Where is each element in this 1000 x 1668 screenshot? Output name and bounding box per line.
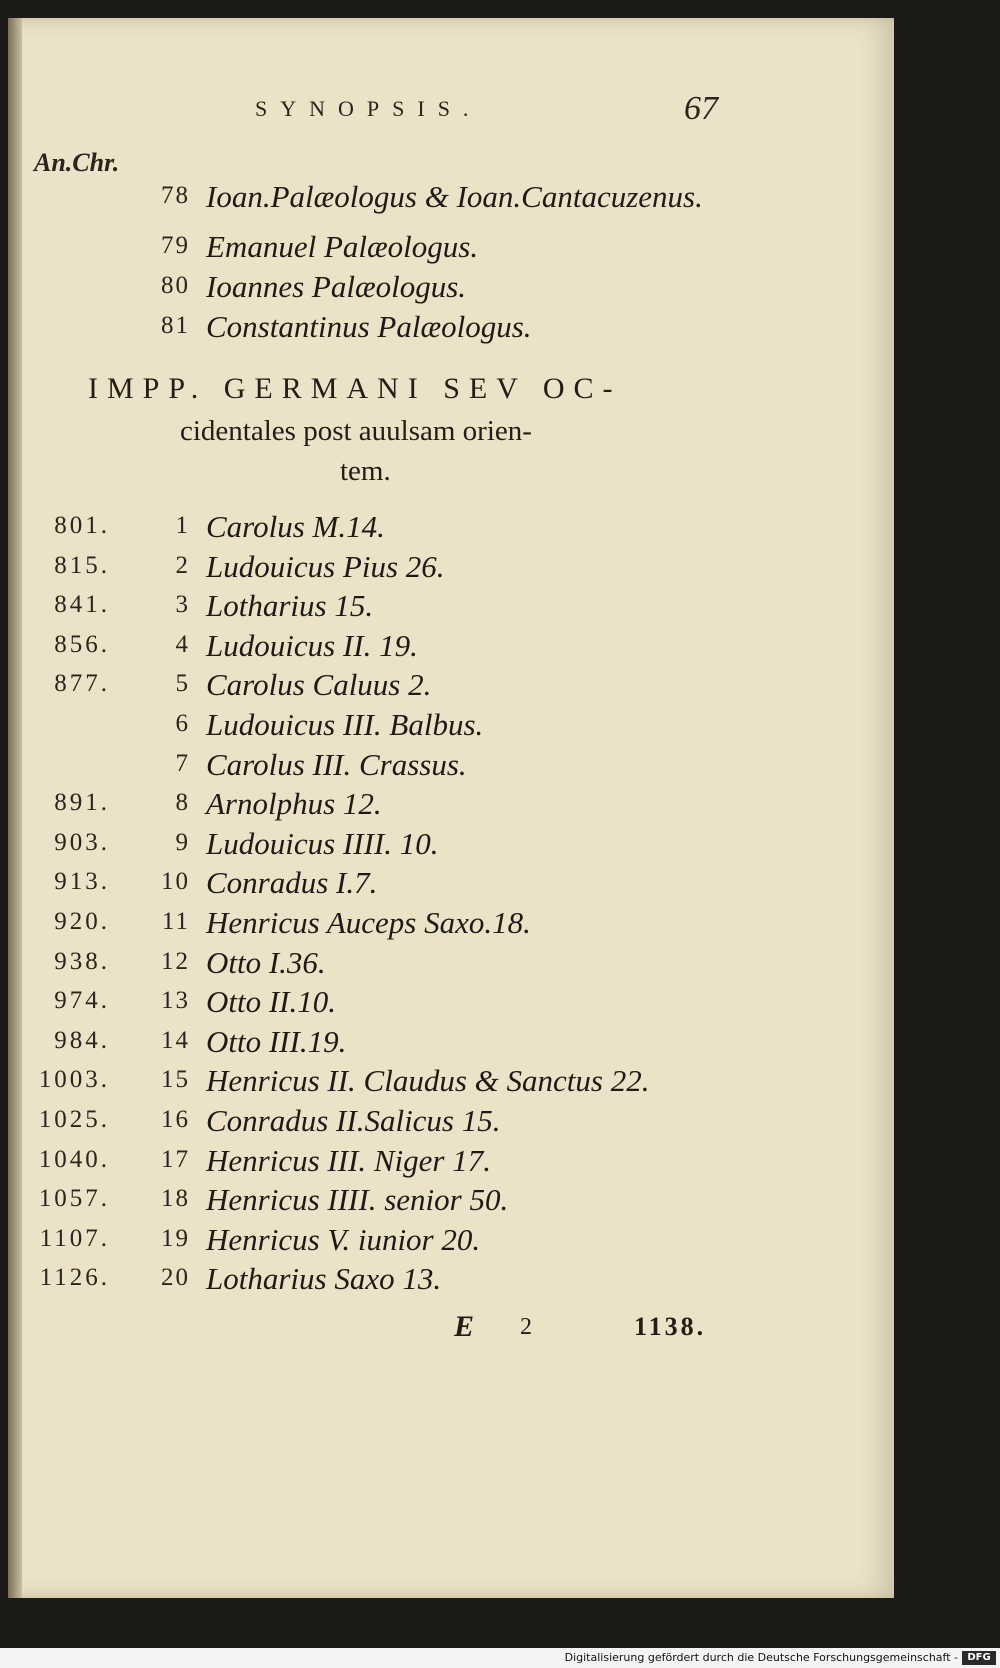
row-number: 14 [161,1027,190,1054]
table-row [0,509,880,548]
row-number: 16 [161,1106,190,1133]
list-item [0,269,880,308]
table-row [0,786,880,825]
table-row [0,826,880,865]
item-name: Ioan.Palæologus & Ioan.Cantacuzenus. [206,179,703,214]
row-year: 920. [54,908,110,935]
row-name: Henricus V. iunior 20. [206,1222,481,1257]
row-year: 1126. [39,1264,110,1291]
row-name: Conradus II.Salicus 15. [206,1103,501,1138]
row-name: Henricus IIII. senior 50. [206,1182,509,1217]
row-name: Otto III.19. [206,1024,347,1059]
section-subtitle: cidentales post auulsam orien- [180,415,532,447]
row-number: 6 [175,710,190,737]
row-number: 4 [175,631,190,658]
row-number: 7 [175,750,190,777]
row-year: 891. [54,789,110,816]
row-year: 1003. [38,1066,110,1093]
list-item [0,179,880,218]
row-year: 856. [54,631,110,658]
row-year: 1040. [38,1146,110,1173]
table-row [0,1261,880,1300]
row-number: 18 [161,1185,190,1212]
row-number: 3 [175,591,190,618]
table-row [0,1222,880,1261]
section-title: IMPP. GERMANI SEV OC- [88,372,622,405]
row-year: 1057. [38,1185,110,1212]
table-row [0,1063,880,1102]
table-row [0,707,880,746]
row-name: Ludouicus Pius 26. [206,549,445,584]
signature-number: 2 [520,1314,532,1340]
table-row [0,945,880,984]
row-number: 11 [161,908,190,935]
row-number: 15 [161,1066,190,1093]
table-row [0,905,880,944]
row-number: 8 [175,789,190,816]
row-name: Ludouicus II. 19. [206,628,418,663]
row-number: 12 [161,948,190,975]
table-row [0,1103,880,1142]
row-number: 10 [161,868,190,895]
row-name: Henricus II. Claudus & Sanctus 22. [206,1063,650,1098]
row-year: 974. [54,987,110,1014]
row-name: Carolus III. Crassus. [206,747,467,782]
item-number: 78 [161,182,190,209]
list-item [0,229,880,268]
item-name: Constantinus Palæologus. [206,309,532,344]
item-number: 79 [161,232,190,259]
row-year: 984. [54,1027,110,1054]
row-name: Henricus III. Niger 17. [206,1143,491,1178]
item-number: 80 [161,272,190,299]
row-name: Ludouicus IIII. 10. [206,826,439,861]
an-chr-label: An.Chr. [34,148,120,177]
row-number: 9 [175,829,190,856]
dfg-logo: DFG [962,1651,996,1665]
row-year: 801. [54,512,110,539]
table-row [0,747,880,786]
signature-letter: E [454,1310,475,1343]
row-name: Arnolphus 12. [206,786,382,821]
row-year: 903. [54,829,110,856]
row-number: 20 [161,1264,190,1291]
row-year: 1107. [39,1225,110,1252]
row-number: 19 [161,1225,190,1252]
row-number: 2 [175,552,190,579]
table-row [0,628,880,667]
table-row [0,667,880,706]
running-header: SYNOPSIS. [255,96,482,121]
table-row [0,984,880,1023]
row-name: Lotharius 15. [206,588,374,623]
row-name: Carolus Caluus 2. [206,667,432,702]
row-name: Ludouicus III. Balbus. [206,707,484,742]
footer-bar [0,1648,1000,1668]
row-year: 1025. [38,1106,110,1133]
list-item [0,309,880,348]
table-row [0,549,880,588]
table-row [0,865,880,904]
table-row [0,1182,880,1221]
item-number: 81 [161,312,190,339]
row-year: 815. [54,552,110,579]
table-row [0,588,880,627]
table-row [0,1143,880,1182]
row-number: 13 [161,987,190,1014]
row-number: 5 [175,670,190,697]
row-year: 913. [54,868,110,895]
row-name: Conradus I.7. [206,865,378,900]
row-name: Henricus Auceps Saxo.18. [206,905,531,940]
item-name: Emanuel Palæologus. [206,229,479,264]
row-number: 1 [175,512,190,539]
row-year: 877. [54,670,110,697]
item-name: Ioannes Palæologus. [206,269,467,304]
row-year: 841. [54,591,110,618]
page-number: 67 [684,90,718,127]
row-number: 17 [161,1146,190,1173]
footer-text: Digitalisierung gefördert durch die Deutsche Forschungsgemeinschaft - [564,1651,958,1664]
row-name: Otto II.10. [206,984,337,1019]
row-name: Lotharius Saxo 13. [206,1261,442,1296]
section-subtitle-end: tem. [340,455,391,487]
table-row [0,1024,880,1063]
row-year: 938. [54,948,110,975]
catchword: 1138. [634,1312,707,1341]
row-name: Otto I.36. [206,945,326,980]
row-name: Carolus M.14. [206,509,385,544]
